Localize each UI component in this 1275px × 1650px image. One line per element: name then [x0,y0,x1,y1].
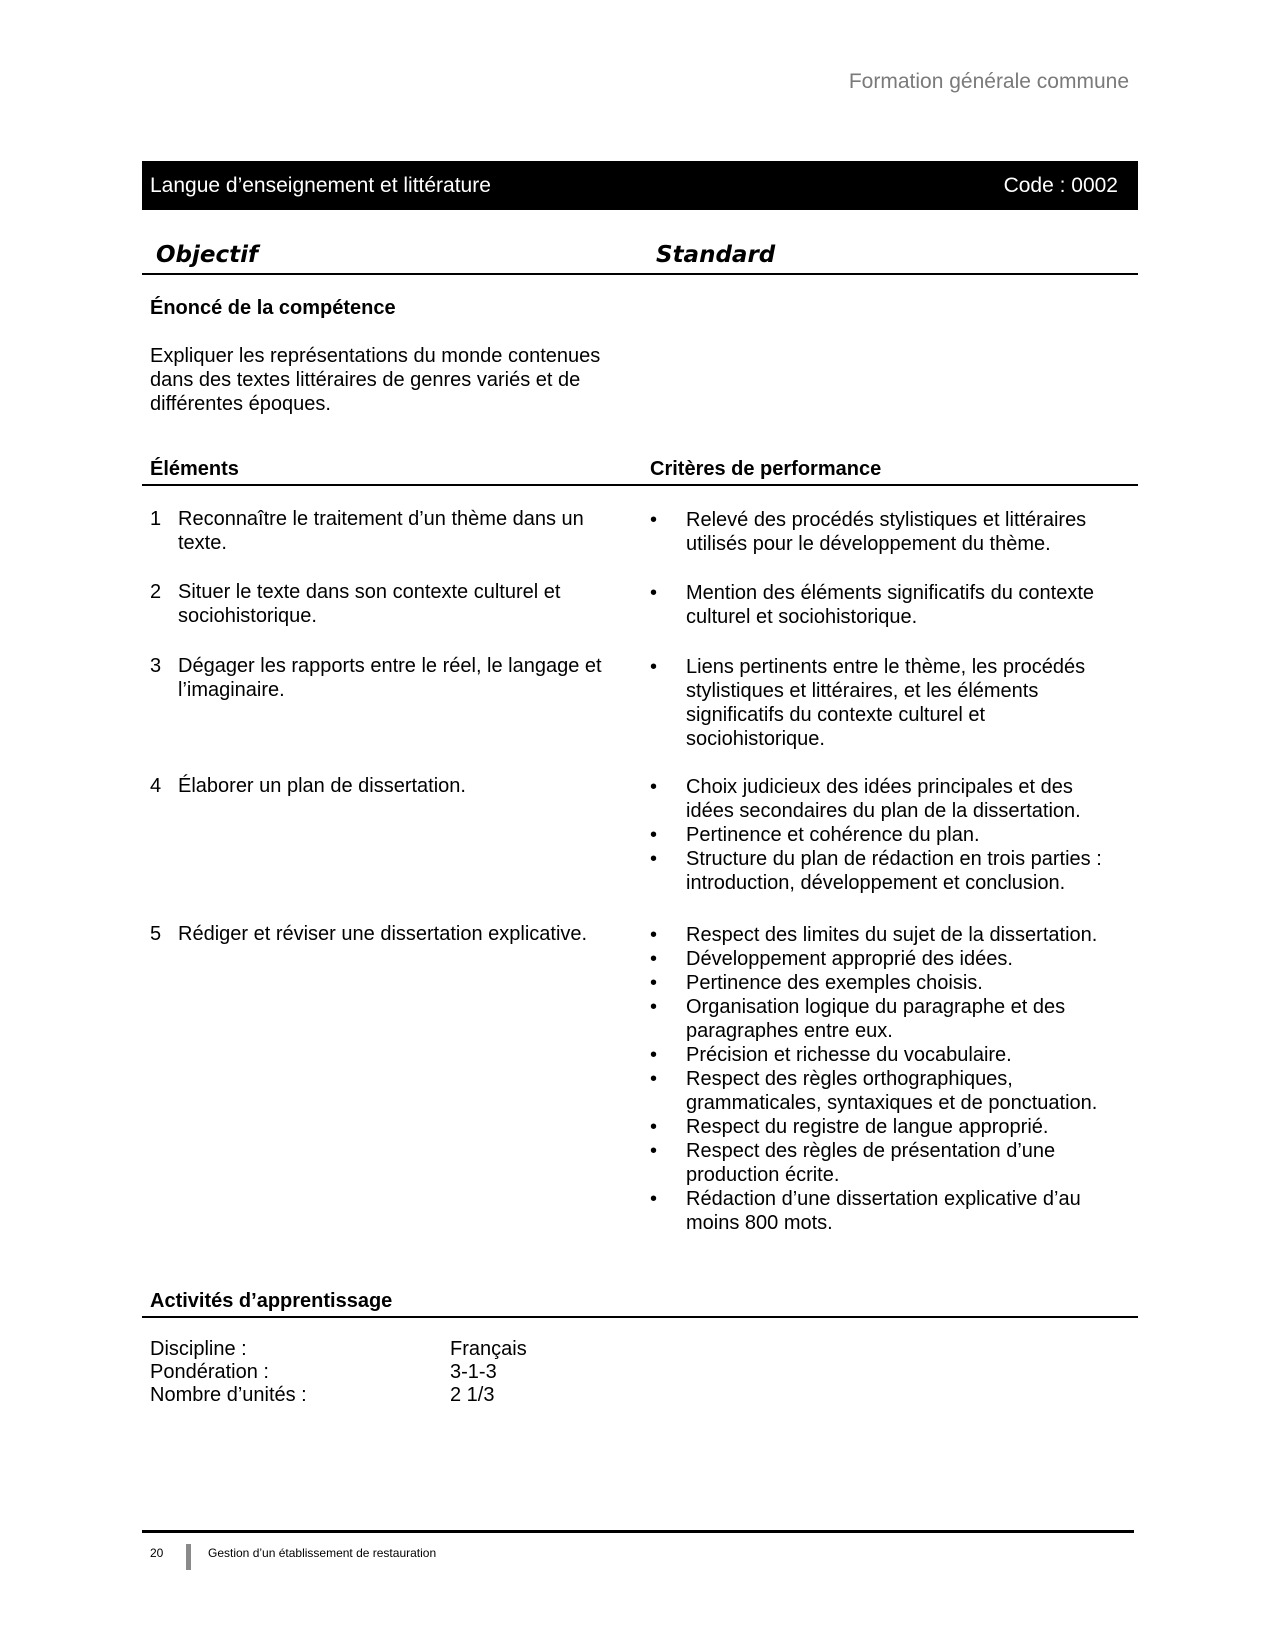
table-divider [142,484,1138,486]
info-value: Français [450,1338,527,1360]
element-text: Élaborer un plan de dissertation. [178,775,466,797]
standard-heading: Standard [656,242,776,268]
element-text: Reconnaître le traitement d’un thème dans un texte. [178,508,584,554]
activities-divider [142,1316,1138,1318]
element-number: 4 [150,775,162,797]
page-number: 20 [150,1546,164,1560]
criterion-item: • Pertinence des exemples choisis. [650,971,1125,995]
criteria-list-2 [650,581,1125,629]
info-label: Pondération : [150,1361,269,1383]
element-text: Rédiger et réviser une dissertation explicative. [178,923,588,945]
criterion-item: • Relevé des procédés stylistiques et littéraires utilisés pour le développement du thème. [650,508,1125,556]
element-number: 2 [150,581,162,603]
info-value: 2 1/3 [450,1384,495,1406]
element-number: 1 [150,508,162,530]
criteria-list-4 [650,775,1125,895]
info-label: Discipline : [150,1338,247,1360]
criteria-list-1 [650,508,1125,556]
element-text: Dégager les rapports entre le réel, le langage et l’imaginaire. [178,655,602,701]
element-text: Situer le texte dans son contexte culturel et sociohistorique. [178,581,561,627]
criterion-item: • Respect des règles orthographiques, grammaticales, syntaxiques et de ponctuation. [650,1067,1125,1115]
criteria-list-5 [650,923,1125,1235]
course-banner [142,161,1138,210]
criterion-item: • Structure du plan de rédaction en trois parties : introduction, développement et conclusion. [650,847,1125,895]
competence-text: Expliquer les représentations du monde contenues dans des textes littéraires de genres variés et de différentes époques. [150,345,601,415]
objectif-heading: Objectif [156,242,259,268]
element-number: 5 [150,923,162,945]
competence-label: Énoncé de la compétence [150,297,396,319]
criterion-item: • Respect des limites du sujet de la dissertation. [650,923,1125,947]
footer-title: Gestion d’un établissement de restauration [208,1546,437,1560]
info-value: 3-1-3 [450,1361,497,1383]
criterion-item: • Choix judicieux des idées principales et des idées secondaires du plan de la dissertation. [650,775,1125,823]
criterion-item: • Précision et richesse du vocabulaire. [650,1043,1125,1067]
course-code: Code : 0002 [1003,173,1118,197]
footer-rule [142,1530,1134,1533]
columns-divider [142,273,1138,275]
element-number: 3 [150,655,162,677]
criterion-item: • Organisation logique du paragraphe et des paragraphes entre eux. [650,995,1125,1043]
criterion-item: • Rédaction d’une dissertation explicative d’au moins 800 mots. [650,1187,1125,1235]
criterion-item: • Respect du registre de langue approprié. [650,1115,1125,1139]
criterion-item: • Respect des règles de présentation d’une production écrite. [650,1139,1125,1187]
document-section-title: Formation générale commune [848,70,1129,93]
info-label: Nombre d’unités : [150,1384,307,1406]
criteria-list-3 [650,655,1125,751]
criterion-item: • Développement approprié des idées. [650,947,1125,971]
criterion-item: • Liens pertinents entre le thème, les procédés stylistiques et littéraires, et les éléments significatifs du contexte culturel et sociohistorique. [650,655,1125,751]
criterion-item: • Pertinence et cohérence du plan. [650,823,1125,847]
criterion-item: • Mention des éléments significatifs du contexte culturel et sociohistorique. [650,581,1125,629]
activities-label: Activités d’apprentissage [150,1290,393,1312]
elements-header: Éléments [150,458,239,480]
criteria-header: Critères de performance [650,458,882,480]
footer-separator [186,1544,191,1570]
course-title: Langue d’enseignement et littérature [150,173,491,197]
